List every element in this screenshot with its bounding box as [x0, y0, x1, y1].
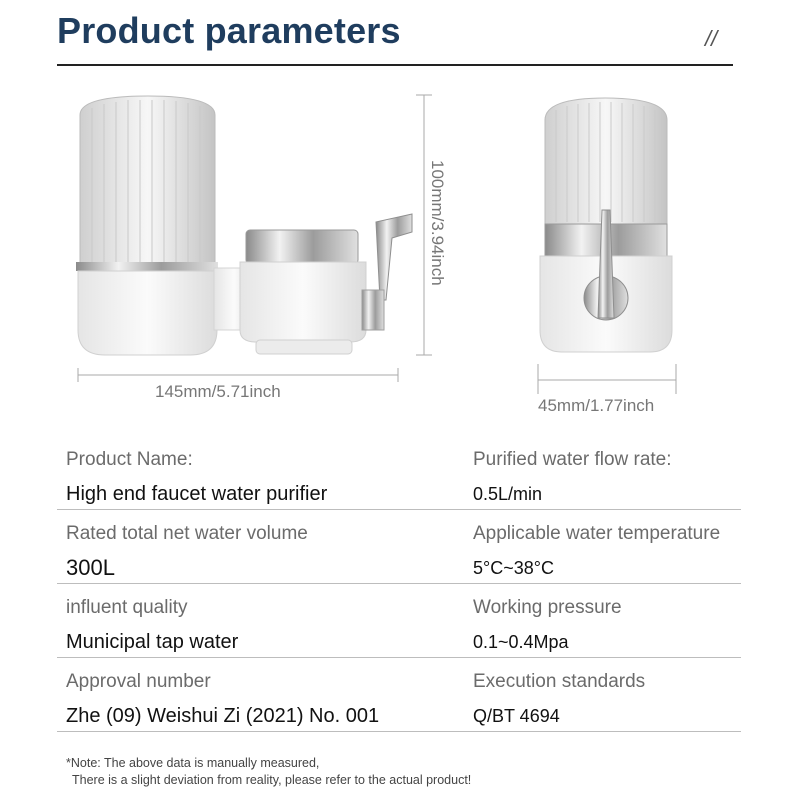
- parameter-value: 300L: [66, 555, 115, 580]
- side-view-purifier: [76, 96, 412, 355]
- parameter-cell: [473, 584, 622, 654]
- parameter-label: Product Name:: [66, 449, 193, 470]
- page-title: Product parameters: [57, 10, 401, 51]
- title-decoration: //: [705, 26, 718, 51]
- parameter-value: 0.5L/min: [473, 484, 543, 504]
- parameter-value: Zhe (09) Weishui Zi (2021) No. 001: [66, 705, 380, 727]
- parameter-label: Execution standards: [473, 671, 646, 692]
- height-dimension-label: 100mm/3.94inch: [428, 160, 447, 286]
- product-illustration: [0, 70, 800, 430]
- note-line: *Note: The above data is manually measured,: [66, 756, 320, 770]
- parameter-row: [57, 658, 741, 732]
- note-line: There is a slight deviation from reality, please refer to the actual product!: [72, 773, 472, 787]
- disclaimer-note: [66, 755, 471, 789]
- side-width-dimension-line: [78, 368, 398, 382]
- parameter-label: Working pressure: [473, 597, 622, 618]
- parameter-label: Rated total net water volume: [66, 523, 308, 544]
- parameter-value: Municipal tap water: [66, 631, 239, 653]
- parameter-label: Purified water flow rate:: [473, 449, 672, 470]
- parameter-cell: [473, 510, 720, 580]
- parameter-cell: [66, 436, 327, 506]
- parameter-label: influent quality: [66, 597, 188, 618]
- parameter-row: [57, 436, 741, 510]
- parameter-label: Applicable water temperature: [473, 523, 721, 544]
- front-width-dimension-line: [538, 364, 676, 394]
- parameter-value: High end faucet water purifier: [66, 483, 328, 505]
- front-view-purifier: [540, 98, 672, 352]
- parameter-cell: [66, 584, 238, 654]
- side-width-dimension-label: 145mm/5.71inch: [155, 382, 281, 401]
- front-width-dimension-label: 45mm/1.77inch: [538, 396, 655, 415]
- parameter-row: [57, 584, 741, 658]
- parameter-row: [57, 510, 741, 584]
- parameter-value: Q/BT 4694: [473, 706, 560, 726]
- parameter-cell: [66, 658, 379, 728]
- parameter-value: 0.1~0.4Mpa: [473, 632, 569, 652]
- parameter-label: Approval number: [66, 671, 211, 692]
- parameter-cell: [66, 510, 308, 580]
- parameter-value: 5°C~38°C: [473, 558, 554, 578]
- parameter-cell: [473, 436, 672, 506]
- parameters-table: [57, 436, 741, 732]
- title-divider: [57, 64, 733, 66]
- parameter-cell: [473, 658, 645, 728]
